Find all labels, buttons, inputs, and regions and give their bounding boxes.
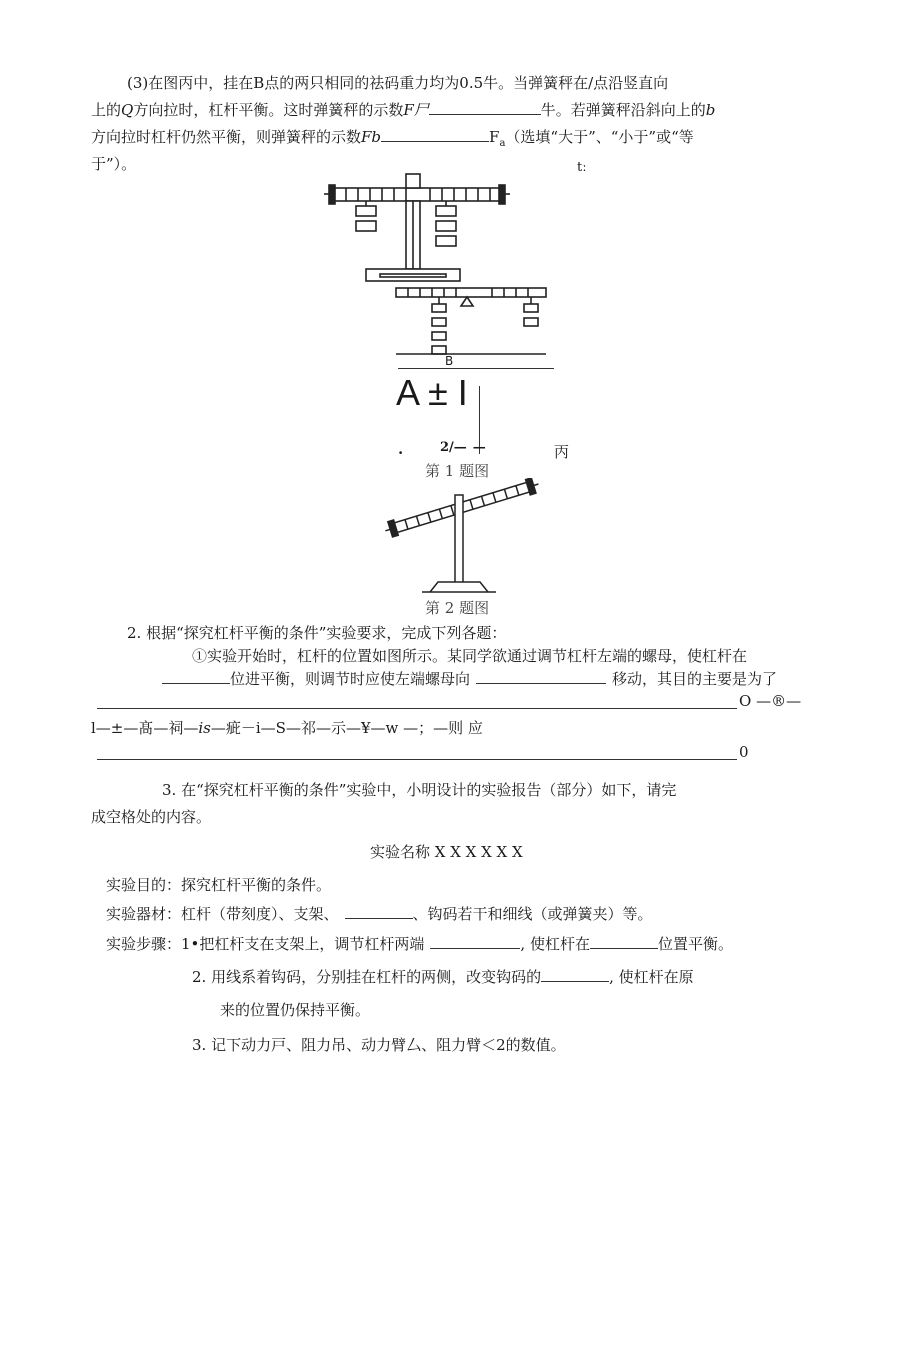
figure-1-frag-2: 2/— [440,440,467,455]
label-b [445,354,453,368]
q1-var-b: b [705,101,716,119]
label-b-text: B [445,354,454,368]
q1-line1-text: (3)在图丙中，挂在B点的两只相同的祛码重力均为0.5牛。当弹簧秤在/点沿竖直向 [127,74,669,92]
answer-blank-position[interactable] [162,669,230,684]
q2-title-text: 2. 根据“探究杠杆平衡的条件”实验要求，完成下列各题： [127,624,507,642]
figure-1-frag-dash: — [472,440,486,455]
q1-line3 [91,126,694,149]
answer-blank-step2[interactable] [541,967,609,982]
stray-mark-text: tː [577,160,587,175]
answer-blank-direction[interactable] [476,669,606,684]
q2-title [127,622,506,643]
q1-var-f: F尸 [403,101,429,119]
q3-step2-b: , 使杠杆在原 [609,968,694,986]
q1-var-fb: Fb [361,128,382,146]
q2-line5-end-text: 0 [739,743,749,761]
figure-1-lever-diagram [320,172,560,372]
stray-mark [577,160,587,175]
q2-line4-rest: —疵－i—S—祁—示—¥—w —；—则 应 [210,719,483,737]
q2-line4-is: is [198,719,211,737]
answer-blank-purpose-2[interactable] [97,759,737,760]
q2-line5-end [739,743,749,761]
q3-step3 [192,1034,566,1055]
answer-blank-step1-part[interactable] [430,934,520,949]
caption-figure-2-text: 第 2 题图 [425,599,490,617]
q2-line4 [91,717,483,738]
q3-intro2 [91,806,211,827]
answer-blank-step1-position[interactable] [590,934,658,949]
q2-line2-a: 位进平衡，则调节时应使左端螺母向 [230,670,471,688]
q1-line3-a: 方向拉时杠杆仍然平衡，则弹簧秤的示数 [91,128,362,146]
q3-step2 [192,966,694,987]
label-bing-text: 丙 [554,443,570,461]
q3-report-title-text: 实验名称 X X X X X X [370,843,523,861]
q1-line1 [127,72,668,93]
label-a-pm-i-text: A ± I [396,372,468,413]
q3-intro1 [162,779,676,800]
q1-var-fa-sub: a [499,138,506,149]
q1-line4-text: 于”）。 [91,155,137,173]
q2-line3-end [739,692,801,710]
q3-step3-text: 3. 记下动力戸、阻力吊、动力臂厶、阻力臂＜2的数值。 [192,1036,566,1054]
q1-line2-a: 上的 [91,101,122,119]
q3-equipment [106,903,653,924]
figure-1-dot [398,440,403,458]
figure-1-dot-text: . [398,440,404,458]
q2-line3-end-text: O —®— [739,692,802,710]
q3-step1 [106,933,733,954]
q3-purpose-text: 实验目的：探究杠杆平衡的条件。 [106,876,332,894]
q2-line4-a: l—±—髙—祠— [91,719,199,737]
q3-step1-c: 位置平衡。 [657,935,733,953]
q1-line2-c: 牛。若弹簧秤沿斜向上的 [540,101,706,119]
q3-step2-cont [220,999,370,1020]
q3-intro1-text: 3. 在“探究杠杆平衡的条件”实验中，小明设计的实验报告（部分）如下，请完 [162,781,677,799]
q3-step2-c: 来的位置仍保持平衡。 [220,1001,371,1019]
figure-1-baseline [398,368,554,369]
q3-step1-b: , 使杠杆在 [520,935,590,953]
q2-line2 [162,668,777,689]
figure-1-frag [440,440,486,455]
answer-blank-compare[interactable] [381,127,489,142]
caption-figure-2 [425,597,489,618]
q3-equip-b: 、钩码若干和细线（或弹簧夹）等。 [412,905,653,923]
q3-equip-a: 实验器材：杠杆（带刻度）、支架、 [106,905,339,923]
q3-purpose [106,874,331,895]
q3-step2-a: 2. 用线系着钩码，分别挂在杠杆的两侧，改变钩码的 [192,968,542,986]
q2-line1 [192,645,747,666]
label-bing [554,441,569,462]
q1-line3-b: （选填“大于”、“小于”或“等 [505,128,694,146]
label-a-pm-i [396,372,468,414]
q2-line2-b: 移动，其目的主要是为了 [612,670,778,688]
q1-line2-b: 方向拉时，杠杆平衡。这时弹簧秤的示数 [133,101,404,119]
answer-blank-equipment[interactable] [345,904,413,919]
q3-step1-a: 实验步骤：1•把杠杆支在支架上，调节杠杆两端 [106,935,425,953]
q1-line4 [91,153,136,174]
q1-line2 [91,99,715,120]
caption-figure-1-text: 第 1 题图 [425,462,490,480]
q3-intro2-text: 成空格处的内容。 [91,808,212,826]
figure-2-tilted-lever [380,478,550,600]
answer-blank-purpose-1[interactable] [97,708,737,709]
q2-line1-text: ①实验开始时，杠杆的位置如图所示。某同学欲通过调节杠杆左端的螺母，使杠杆在 [192,647,748,665]
q1-var-q: Q [121,101,134,119]
q3-report-title [370,841,523,862]
answer-blank-fa[interactable] [429,100,541,115]
q1-var-fa: F [489,128,500,146]
